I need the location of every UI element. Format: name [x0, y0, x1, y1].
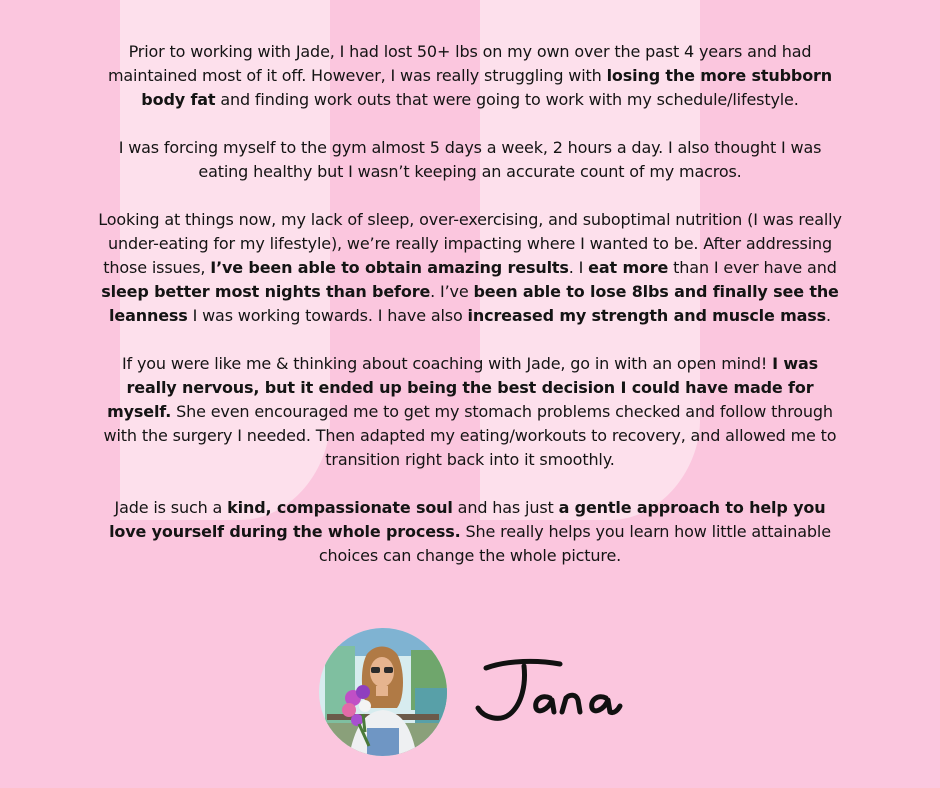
testimonial-paragraph-5: [98, 496, 842, 568]
text-span: and finding work outs that were going to work with my schedule/lifestyle.: [215, 90, 799, 109]
avatar: [319, 628, 447, 756]
bold-text: I was really nervous, but it ended up being the best decision I could have made for myself.: [107, 354, 819, 421]
text-span: Jade is such a: [114, 498, 228, 517]
bold-text: eat more: [588, 258, 669, 277]
text-span: than I ever have and: [668, 258, 837, 277]
text-span: She even encouraged me to get my stomach problems checked and follow through with the surgery I needed. Then adapted my eating/workouts to recovery, and allowed me to transition right back into it smoothly.: [103, 402, 837, 469]
testimonial-paragraph-2: [98, 136, 842, 184]
signature: [468, 650, 628, 730]
bold-text: been able to lose 8lbs and finally see the leanness: [109, 282, 839, 325]
text-span: .: [826, 306, 831, 325]
text-span: Looking at things now, my lack of sleep, over-exercising, and suboptimal nutrition (I was really under-eating for my lifestyle), we’re really impacting where I wanted to be. After addressing those issues,: [98, 210, 842, 277]
bold-text: kind, compassionate soul: [227, 498, 453, 517]
testimonial-text: [98, 40, 842, 568]
bold-text: losing the more stubborn body fat: [141, 66, 833, 109]
testimonial-paragraph-3: [98, 208, 842, 328]
bold-text: a gentle approach to help you love yourself during the whole process.: [109, 498, 826, 541]
testimonial-paragraph-1: [98, 40, 842, 112]
testimonial-paragraph-4: [98, 352, 842, 472]
text-span: . I’ve: [430, 282, 474, 301]
text-span: I was forcing myself to the gym almost 5 days a week, 2 hours a day. I also thought I was eating healthy but I wasn’t keeping an accurate count of my macros.: [118, 138, 822, 181]
text-span: Prior to working with Jade, I had lost 50+ lbs on my own over the past 4 years and had maintained most of it off. However, I was really struggling with: [107, 42, 812, 85]
text-span: She really helps you learn how little attainable choices can change the whole picture.: [318, 522, 831, 565]
portrait-photo: [319, 628, 447, 756]
text-span: and has just: [452, 498, 559, 517]
text-span: If you were like me & thinking about coaching with Jade, go in with an open mind!: [121, 354, 773, 373]
text-span: I was working towards. I have also: [187, 306, 468, 325]
bold-text: increased my strength and muscle mass: [467, 306, 827, 325]
bold-text: I’ve been able to obtain amazing results: [210, 258, 569, 277]
bold-text: sleep better most nights than before: [101, 282, 431, 301]
text-span: . I: [568, 258, 589, 277]
